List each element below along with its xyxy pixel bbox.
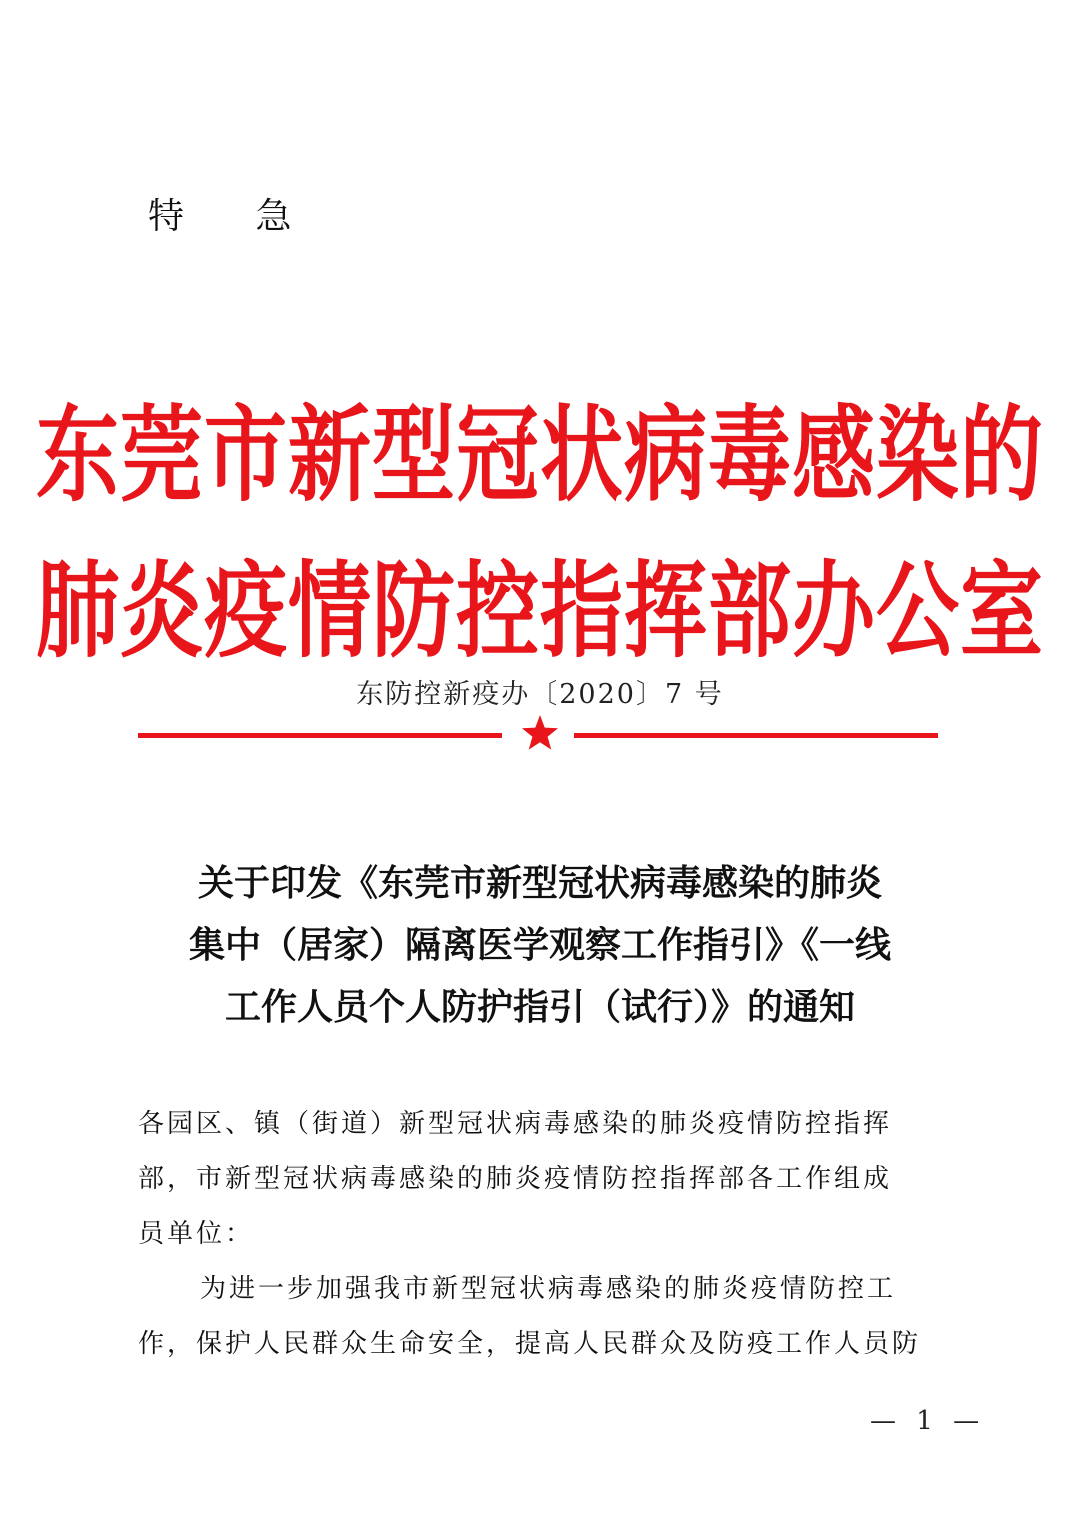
divider-bar-right <box>574 733 938 738</box>
divider-bar-left <box>138 733 502 738</box>
body-line-4: 为进一步加强我市新型冠状病毒感染的肺炎疫情防控工 <box>200 1274 897 1304</box>
notice-title-line-3: 工作人员个人防护指引（试行）》的通知 <box>224 986 855 1028</box>
notice-title-line-1: 关于印发《东莞市新型冠状病毒感染的肺炎 <box>197 862 882 904</box>
star-icon <box>520 713 560 753</box>
red-divider <box>138 729 938 753</box>
body-line-5: 作，保护人民群众生命安全，提高人民群众及防疫工作人员防 <box>138 1329 922 1359</box>
urgency-label: 特 急 <box>148 196 322 237</box>
body-line-3: 员单位： <box>138 1219 255 1249</box>
body-line-1: 各园区、镇（街道）新型冠状病毒感染的肺炎疫情防控指挥 <box>138 1109 893 1139</box>
notice-title-line-2: 集中（居家）隔离医学观察工作指引》《一线 <box>188 924 891 966</box>
issuer-name-line-2: 肺炎疫情防控指挥部办公室 <box>36 549 1044 672</box>
issuer-name-line-1: 东莞市新型冠状病毒感染的 <box>36 393 1044 516</box>
body-line-2: 部，市新型冠状病毒感染的肺炎疫情防控指挥部各工作组成 <box>138 1164 893 1194</box>
page-number: — 1 — <box>870 1406 986 1436</box>
document-number: 东防控新疫办〔2020〕7 号 <box>356 679 724 710</box>
